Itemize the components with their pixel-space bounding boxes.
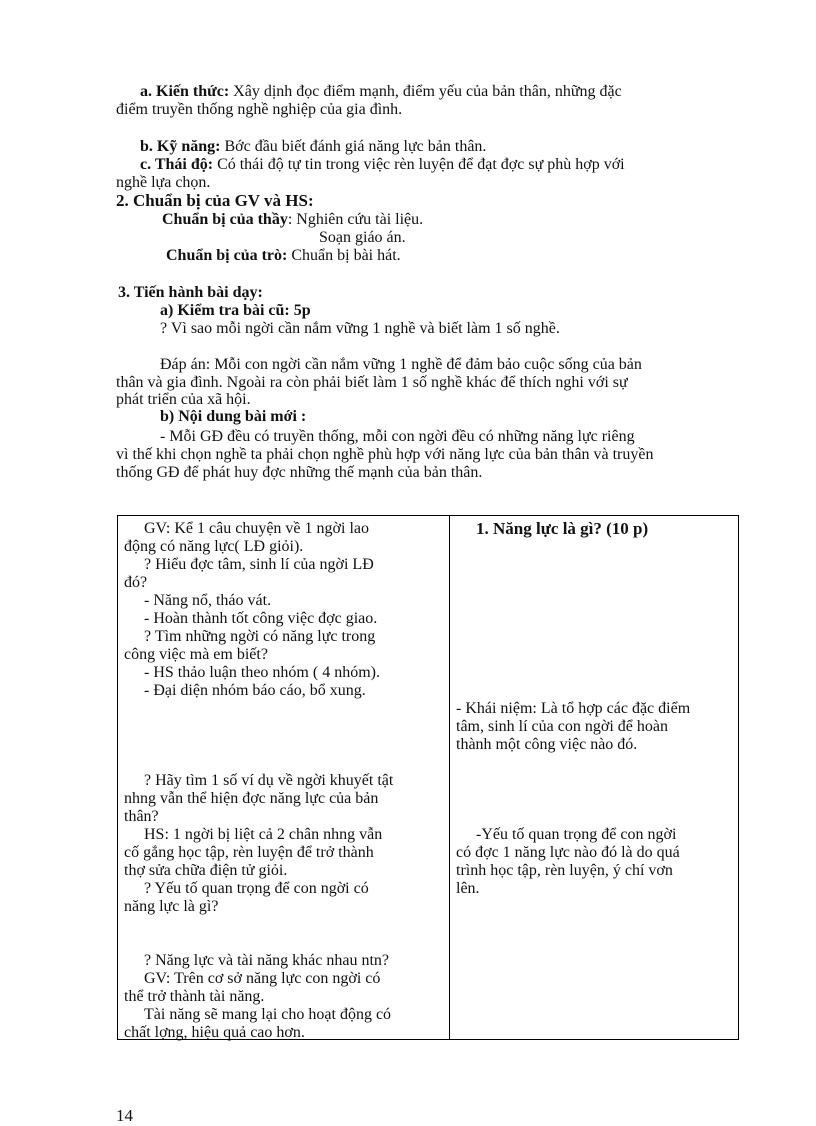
objective-knowledge-cont: điểm truyền thống nghề nghiệp của gia đình. — [116, 101, 403, 118]
left-cell-line: ? Năng lực và tài năng khác nhau ntn? — [144, 952, 390, 969]
left-cell-line: ? Tìm những ngời có năng lực trong — [144, 628, 376, 645]
right-cell-line: tâm, sinh lí của con ngời để hoàn — [456, 718, 668, 735]
teacher-preparation-label: Chuẩn bị của thầy — [162, 211, 288, 228]
left-cell-line: nhng vẫn thể hiện đợc năng lực của bản — [124, 790, 379, 807]
left-cell-line: - HS thảo luận theo nhóm ( 4 nhóm). — [144, 664, 380, 681]
left-cell-line: GV: Trên cơ sở năng lực con ngời có — [144, 970, 381, 987]
right-cell-line: lên. — [456, 880, 480, 897]
intro-line-2: vì thế khi chọn nghề ta phải chọn nghề phù hợp với năng lực của bản thân và truyền — [116, 446, 654, 463]
student-preparation — [166, 247, 401, 265]
lesson-heading: 3. Tiến hành bài dạy: — [118, 284, 263, 301]
objective-knowledge-text: Xây dịnh đọc điểm mạnh, điểm yếu của bản thân, những đặc — [229, 83, 622, 100]
answer-line-2: thân và gia đình. Ngoài ra còn phải biết làm 1 số nghề khác để thích nghi với sự — [116, 374, 628, 391]
student-preparation-text: Chuẩn bị bài hát. — [287, 247, 401, 264]
left-cell-line: ? Hiểu đợc tâm, sinh lí của ngời LĐ — [144, 556, 374, 573]
objective-knowledge — [140, 83, 622, 101]
lesson-table — [117, 515, 739, 1040]
objective-attitude — [140, 156, 625, 174]
check-question: ? Vì sao mỗi ngời cần nắm vững 1 nghề và biết làm 1 số nghề. — [160, 320, 560, 337]
objective-skill-label: b. Kỹ năng: — [140, 138, 221, 155]
table-column-divider — [449, 516, 450, 1039]
preparation-heading: 2. Chuẩn bị của GV và HS: — [116, 191, 314, 210]
left-cell-line: HS: 1 ngời bị liệt cả 2 chân nhng vẫn — [144, 826, 383, 843]
objective-skill — [140, 138, 486, 156]
left-cell-line: - Năng nổ, tháo vát. — [144, 592, 272, 609]
objective-attitude-label: c. Thái độ: — [140, 156, 214, 173]
teacher-preparation-text: : Nghiên cứu tài liệu. — [287, 211, 424, 228]
new-lesson-heading: b) Nội dung bài mới : — [160, 408, 307, 425]
right-cell-line: - Khái niệm: Là tổ hợp các đặc điểm — [456, 700, 691, 717]
left-cell-line: ? Yếu tố quan trọng để con ngời có — [144, 880, 369, 897]
intro-line-3: thống GĐ để phát huy đợc những thế mạnh của bản thân. — [116, 464, 483, 481]
left-cell-line: thể trở thành tài năng. — [124, 988, 265, 1005]
check-old-lesson-heading: a) Kiểm tra bài cũ: 5p — [160, 302, 311, 319]
left-cell-line: thợ sửa chữa điện tử giỏi. — [124, 862, 288, 879]
left-cell-line: GV: Kể 1 câu chuyện về 1 ngời lao — [144, 520, 369, 537]
answer-line-3: phát triển của xã hội. — [116, 391, 251, 408]
objective-knowledge-label: a. Kiến thức: — [140, 83, 230, 100]
objective-attitude-text: Có thái độ tự tin trong việc rèn luyện để đạt đợc sự phù hợp với — [213, 156, 625, 173]
left-cell-line: ? Hãy tìm 1 số ví dụ về ngời khuyết tật — [144, 772, 394, 789]
right-cell-line: -Yếu tố quan trọng để con ngời — [476, 826, 677, 843]
right-cell-line: thành một công việc nào đó. — [456, 736, 638, 753]
section-heading: 1. Năng lực là gì? (10 p) — [476, 519, 649, 538]
left-cell-line: - Đại diện nhóm báo cáo, bổ xung. — [144, 682, 366, 699]
teacher-preparation — [162, 211, 423, 229]
answer-line-1: Đáp án: Mỗi con ngời cần nắm vững 1 nghề để đảm bảo cuộc sống của bản — [160, 356, 642, 373]
teacher-preparation-cont: Soạn giáo án. — [319, 229, 406, 246]
left-cell-line: chất lợng, hiệu quả cao hơn. — [124, 1024, 305, 1041]
left-cell-line: năng lực là gì? — [124, 898, 219, 915]
objective-attitude-cont: nghề lựa chọn. — [116, 174, 211, 191]
left-cell-line: - Hoàn thành tốt công việc đợc giao. — [144, 610, 378, 627]
left-cell-line: thân? — [124, 808, 159, 825]
right-cell-line: trình học tập, rèn luyện, ý chí vơn — [456, 862, 673, 879]
objective-skill-text: Bớc đầu biết đánh giá năng lực bản thân. — [220, 138, 487, 155]
left-cell-line: Tài năng sẽ mang lại cho hoạt động có — [144, 1006, 392, 1023]
left-cell-line: động có năng lực( LĐ giỏi). — [124, 538, 304, 555]
left-cell-line: công việc mà em biết? — [124, 646, 268, 663]
student-preparation-label: Chuẩn bị của trò: — [166, 247, 288, 264]
intro-line-1: - Mỗi GĐ đều có truyền thống, mỗi con ngời đều có những năng lực riêng — [160, 428, 635, 445]
left-cell-line: cố gắng học tập, rèn luyện để trở thành — [124, 844, 374, 861]
left-cell-line: đó? — [124, 574, 148, 591]
right-cell-line: có đợc 1 năng lực nào đó là do quá — [456, 844, 680, 861]
page-number: 14 — [116, 1106, 133, 1125]
